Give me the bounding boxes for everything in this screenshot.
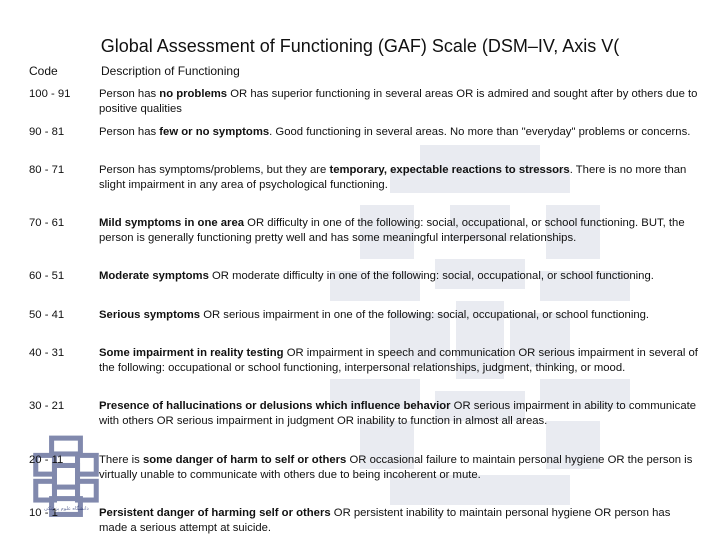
gaf-code: 40 - 31: [29, 347, 65, 359]
gaf-description: Serious symptoms OR serious impairment in one of the following: social, occupational, or school functioning.: [99, 309, 650, 321]
footer-logo-text: دانشگاه علوم پزشکی: [44, 506, 89, 512]
gaf-code: 80 - 71: [29, 164, 65, 176]
code-column-header: Code: [29, 64, 58, 78]
gaf-description: Some impairment in reality testing OR impairment in speech and communication OR serious impairment in several of the following: occupational or school functioning, interpersonal relationships, judgment, thinking, or mood.: [99, 347, 698, 374]
gaf-code: 90 - 81: [29, 126, 65, 138]
gaf-description: There is some danger of harm to self or others OR occasional failure to maintain personal hygiene OR the person is virtually unable to communicate with others due to being incoherent or mute.: [99, 454, 693, 481]
gaf-description: Presence of hallucinations or delusions which influence behavior OR serious impairment in ability to communicate with others OR serious impairment in judgment OR inability to function in almost all areas.: [99, 400, 697, 427]
gaf-description: Moderate symptoms OR moderate difficulty in one of the following: social, occupational, or school functioning.: [99, 270, 654, 282]
gaf-description: Person has no problems OR has superior functioning in several areas OR is admired and sought after by others due to positive qualities: [99, 88, 698, 115]
gaf-code: 100 - 91: [29, 88, 71, 100]
gaf-description: Mild symptoms in one area OR difficulty in one of the following: social, occupational, or school functioning. BUT, the person is generally functioning pretty well and has some meaningful interpersonal relationships.: [99, 217, 685, 244]
page-title: Global Assessment of Functioning (GAF) Scale (DSM–IV, Axis V(: [100, 36, 620, 56]
gaf-description: Person has few or no symptoms. Good functioning in several areas. No more than "everyday" problems or concerns.: [99, 126, 691, 138]
gaf-code: 20 - 11: [29, 454, 64, 466]
gaf-code: 30 - 21: [29, 400, 65, 412]
gaf-code: 70 - 61: [29, 217, 65, 229]
gaf-description: Persistent danger of harming self or others OR persistent inability to maintain personal hygiene OR person has made a serious attempt at suicide.: [99, 507, 671, 534]
gaf-code: 60 - 51: [29, 270, 65, 282]
description-column-header: Description of Functioning: [101, 64, 240, 78]
gaf-description: Person has symptoms/problems, but they are temporary, expectable reactions to stressors. There is no more than slight impairment in any area of psychological functioning.: [99, 164, 687, 191]
gaf-code: 50 - 41: [29, 309, 65, 321]
gaf-code: 10 - 1: [29, 507, 58, 519]
